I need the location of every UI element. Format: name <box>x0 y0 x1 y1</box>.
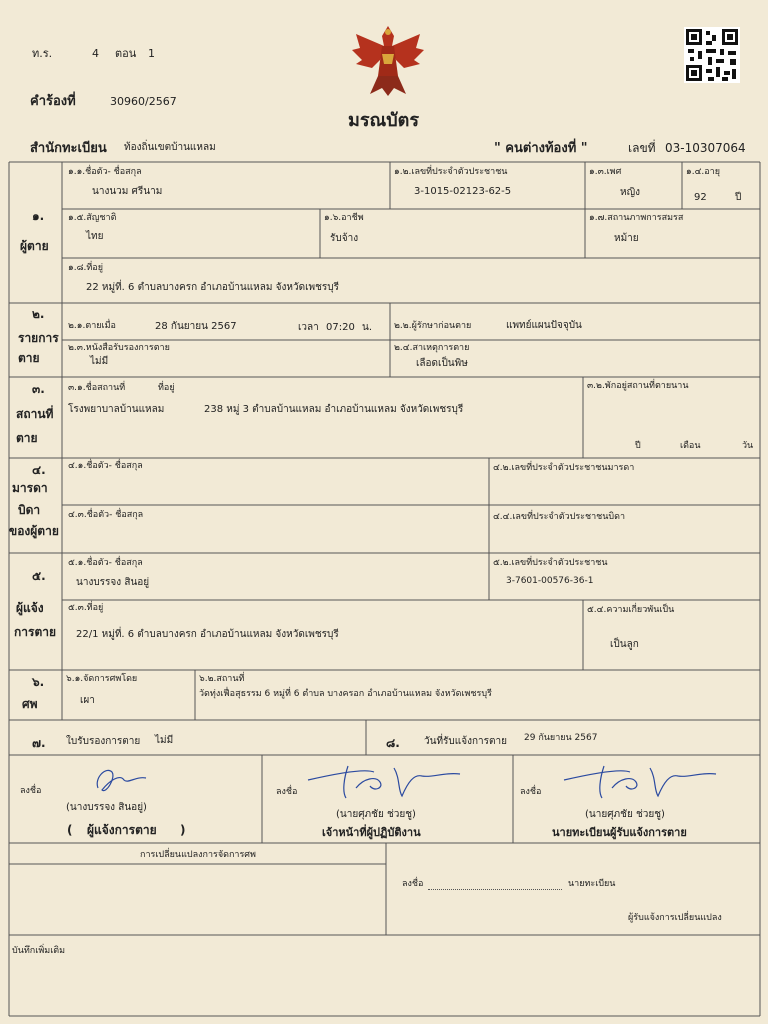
registrar-role: นายทะเบียนผู้รับแจ้งการตาย <box>552 826 687 839</box>
change-sign-line <box>428 889 562 890</box>
funeral-method: เผา <box>80 695 95 706</box>
registrar-sign-label: ลงชื่อ <box>520 787 542 797</box>
informant-role-close: ) <box>180 823 186 837</box>
deceased-address: 22 หมู่ที่. 6 ตำบลบางครก อำเภอบ้านแหลม จังหวัดเพชรบุรี <box>86 282 340 293</box>
officer-printed-name: (นายศุภชัย ช่วยชู) <box>336 809 416 820</box>
death-date-label: ๒.๑.ตายเมื่อ <box>68 321 116 331</box>
age-unit: ปี <box>735 192 742 203</box>
section-4-title: มารดา <box>12 481 48 495</box>
section-3-title-2: ตาย <box>16 431 38 445</box>
death-date: 28 กันยายน 2567 <box>155 321 237 332</box>
deceased-sex-label: ๑.๓.เพศ <box>589 167 622 177</box>
section-5-title: ผู้แจ้ง <box>16 601 44 615</box>
father-id-label: ๔.๔.เลขที่ประจำตัวประชาชนบิดา <box>493 512 626 522</box>
informant-id: 3-7601-00576-36-1 <box>506 576 594 586</box>
funeral-place: วัดทุ่งเฟื่อสุธรรม 6 หมู่ที่ 6 ตำบล บางครอก อำเภอบ้านแหลม จังหวัดเพชรบุรี <box>199 689 492 699</box>
section-2-title-2: ตาย <box>18 351 40 365</box>
change-sign-label: ลงชื่อ <box>402 879 424 889</box>
deceased-age-label: ๑.๔.อายุ <box>686 167 720 177</box>
informant-name: นางบรรจง สินอยู่ <box>76 577 150 588</box>
notification-date: 29 กันยายน 2567 <box>524 733 598 743</box>
nationality: ไทย <box>86 231 104 242</box>
deceased-address-label: ๑.๘.ที่อยู่ <box>68 263 103 273</box>
funeral-method-label: ๖.๑.จัดการศพโดย <box>66 674 138 684</box>
officer-signature-icon <box>304 758 464 804</box>
place-name: โรงพยาบาลบ้านแหลม <box>68 404 165 415</box>
death-time-label: เวลา <box>298 322 319 333</box>
change-registrar-label: นายทะเบียน <box>568 879 616 889</box>
section-5-number: ๕. <box>32 569 46 583</box>
death-cause-label: ๒.๔.สาเหตุการตาย <box>394 343 470 353</box>
informant-signature-icon <box>76 760 156 800</box>
document-title: มรณบัตร <box>348 110 420 131</box>
request-label: คำร้องที่ <box>30 94 76 109</box>
cert-number: 03-10307064 <box>665 141 746 155</box>
ton-label: ตอน <box>115 47 137 60</box>
cert-received-label: ใบรับรองการตาย <box>66 736 141 747</box>
category-label: " คนต่างท้องที่ " <box>494 141 588 156</box>
section-1-number: ๑. <box>32 209 45 223</box>
informant-role: ผู้แจ้งการตาย <box>87 823 157 837</box>
tr-number: 4 <box>92 47 99 60</box>
ton-number: 1 <box>148 47 155 60</box>
qr-code-icon <box>684 27 740 83</box>
place-address: 238 หมู่ 3 ตำบลบ้านแหลม อำเภอบ้านแหลม จังหวัดเพชรบุรี <box>204 404 464 415</box>
deceased-age: 92 <box>694 192 707 203</box>
registrar-signature-icon <box>560 758 720 804</box>
doctor-label: ๒.๒.ผู้รักษาก่อนตาย <box>394 321 472 331</box>
section-2-number: ๒. <box>32 307 45 321</box>
stay-day-unit: วัน <box>742 441 754 451</box>
change-section-title: การเปลี่ยนแปลงการจัดการศพ <box>140 850 256 860</box>
section-6-number: ๖. <box>32 675 45 689</box>
section-6-title: ศพ <box>22 697 38 711</box>
cert-number-label: เลขที่ <box>628 141 656 155</box>
death-cert-value: ไม่มี <box>90 356 109 367</box>
informant-id-label: ๕.๒.เลขที่ประจำตัวประชาชน <box>493 558 608 568</box>
section-3-title: สถานที่ <box>16 407 54 421</box>
section-4-number: ๔. <box>32 463 46 477</box>
death-cause: เลือดเป็นพิษ <box>416 358 468 369</box>
deceased-id-label: ๑.๒.เลขที่ประจำตัวประชาชน <box>394 167 508 177</box>
relationship: เป็นลูก <box>610 639 639 650</box>
cert-received-value: ไม่มี <box>155 735 174 746</box>
change-receiver-label: ผู้รับแจ้งการเปลี่ยนแปลง <box>628 913 722 923</box>
informant-sign-label: ลงชื่อ <box>20 786 42 796</box>
occupation-label: ๑.๖.อาชีพ <box>324 213 364 223</box>
informant-printed-name: (นางบรรจง สินอยู่) <box>66 802 147 813</box>
additional-notes-label: บันทึกเพิ่มเติม <box>12 946 66 956</box>
informant-role-open: ( <box>67 823 73 837</box>
notification-date-label: วันที่รับแจ้งการตาย <box>424 736 507 747</box>
officer-role: เจ้าหน้าที่ผู้ปฏิบัติงาน <box>322 826 421 839</box>
death-cert-label: ๒.๓.หนังสือรับรองการตาย <box>68 343 170 353</box>
section-4-title-3: ของผู้ตาย <box>9 524 59 538</box>
informant-address: 22/1 หมู่ที่. 6 ตำบลบางครก อำเภอบ้านแหลม จังหวัดเพชรบุรี <box>76 629 339 640</box>
relationship-label: ๕.๔.ความเกี่ยวพันเป็น <box>587 605 675 615</box>
place-address-label: ที่อยู่ <box>158 383 175 393</box>
marital-status: หม้าย <box>614 233 639 244</box>
death-time-unit: น. <box>362 322 373 333</box>
place-name-label: ๓.๑.ชื่อสถานที่ <box>68 383 126 393</box>
death-time: 07:20 <box>326 322 355 333</box>
informant-address-label: ๕.๓.ที่อยู่ <box>68 603 104 613</box>
officer-sign-label: ลงชื่อ <box>276 787 298 797</box>
stay-year-unit: ปี <box>635 441 641 451</box>
funeral-place-label: ๖.๒.สถานที่ <box>199 674 245 684</box>
marital-status-label: ๑.๗.สถานภาพการสมรส <box>589 213 684 223</box>
mother-id-label: ๔.๒.เลขที่ประจำตัวประชาชนมารดา <box>493 463 635 473</box>
section-8-number: ๘. <box>386 736 400 750</box>
stay-duration-label: ๓.๒.พักอยู่สถานที่ตายนาน <box>587 381 689 391</box>
deceased-name: นางนวม ศรีนาม <box>92 186 163 197</box>
registrar-printed-name: (นายศุภชัย ช่วยชู) <box>585 809 665 820</box>
request-number: 30960/2567 <box>110 95 177 108</box>
office-value: ท้องถิ่นเขตบ้านแหลม <box>124 142 216 153</box>
mother-name-label: ๔.๑.ชื่อตัว- ชื่อสกุล <box>68 461 143 471</box>
section-2-title: รายการ <box>18 331 59 345</box>
informant-name-label: ๕.๑.ชื่อตัว- ชื่อสกุล <box>68 558 143 568</box>
deceased-sex: หญิง <box>620 187 640 198</box>
father-name-label: ๔.๓.ชื่อตัว- ชื่อสกุล <box>68 510 144 520</box>
tr-label: ท.ร. <box>32 47 53 60</box>
doctor-value: แพทย์แผนปัจจุบัน <box>506 320 582 331</box>
occupation: รับจ้าง <box>330 233 359 244</box>
section-5-title-2: การตาย <box>14 625 57 639</box>
garuda-emblem-icon <box>348 20 428 100</box>
office-label: สำนักทะเบียน <box>30 141 107 156</box>
deceased-id: 3-1015-02123-62-5 <box>414 186 512 197</box>
section-7-number: ๗. <box>32 736 46 750</box>
section-3-number: ๓. <box>32 382 45 396</box>
section-4-title-2: บิดา <box>18 503 41 517</box>
nationality-label: ๑.๕.สัญชาติ <box>68 213 117 223</box>
stay-month-unit: เดือน <box>680 441 701 451</box>
section-1-title: ผู้ตาย <box>20 239 49 253</box>
deceased-name-label: ๑.๑.ชื่อตัว- ชื่อสกุล <box>68 167 142 177</box>
